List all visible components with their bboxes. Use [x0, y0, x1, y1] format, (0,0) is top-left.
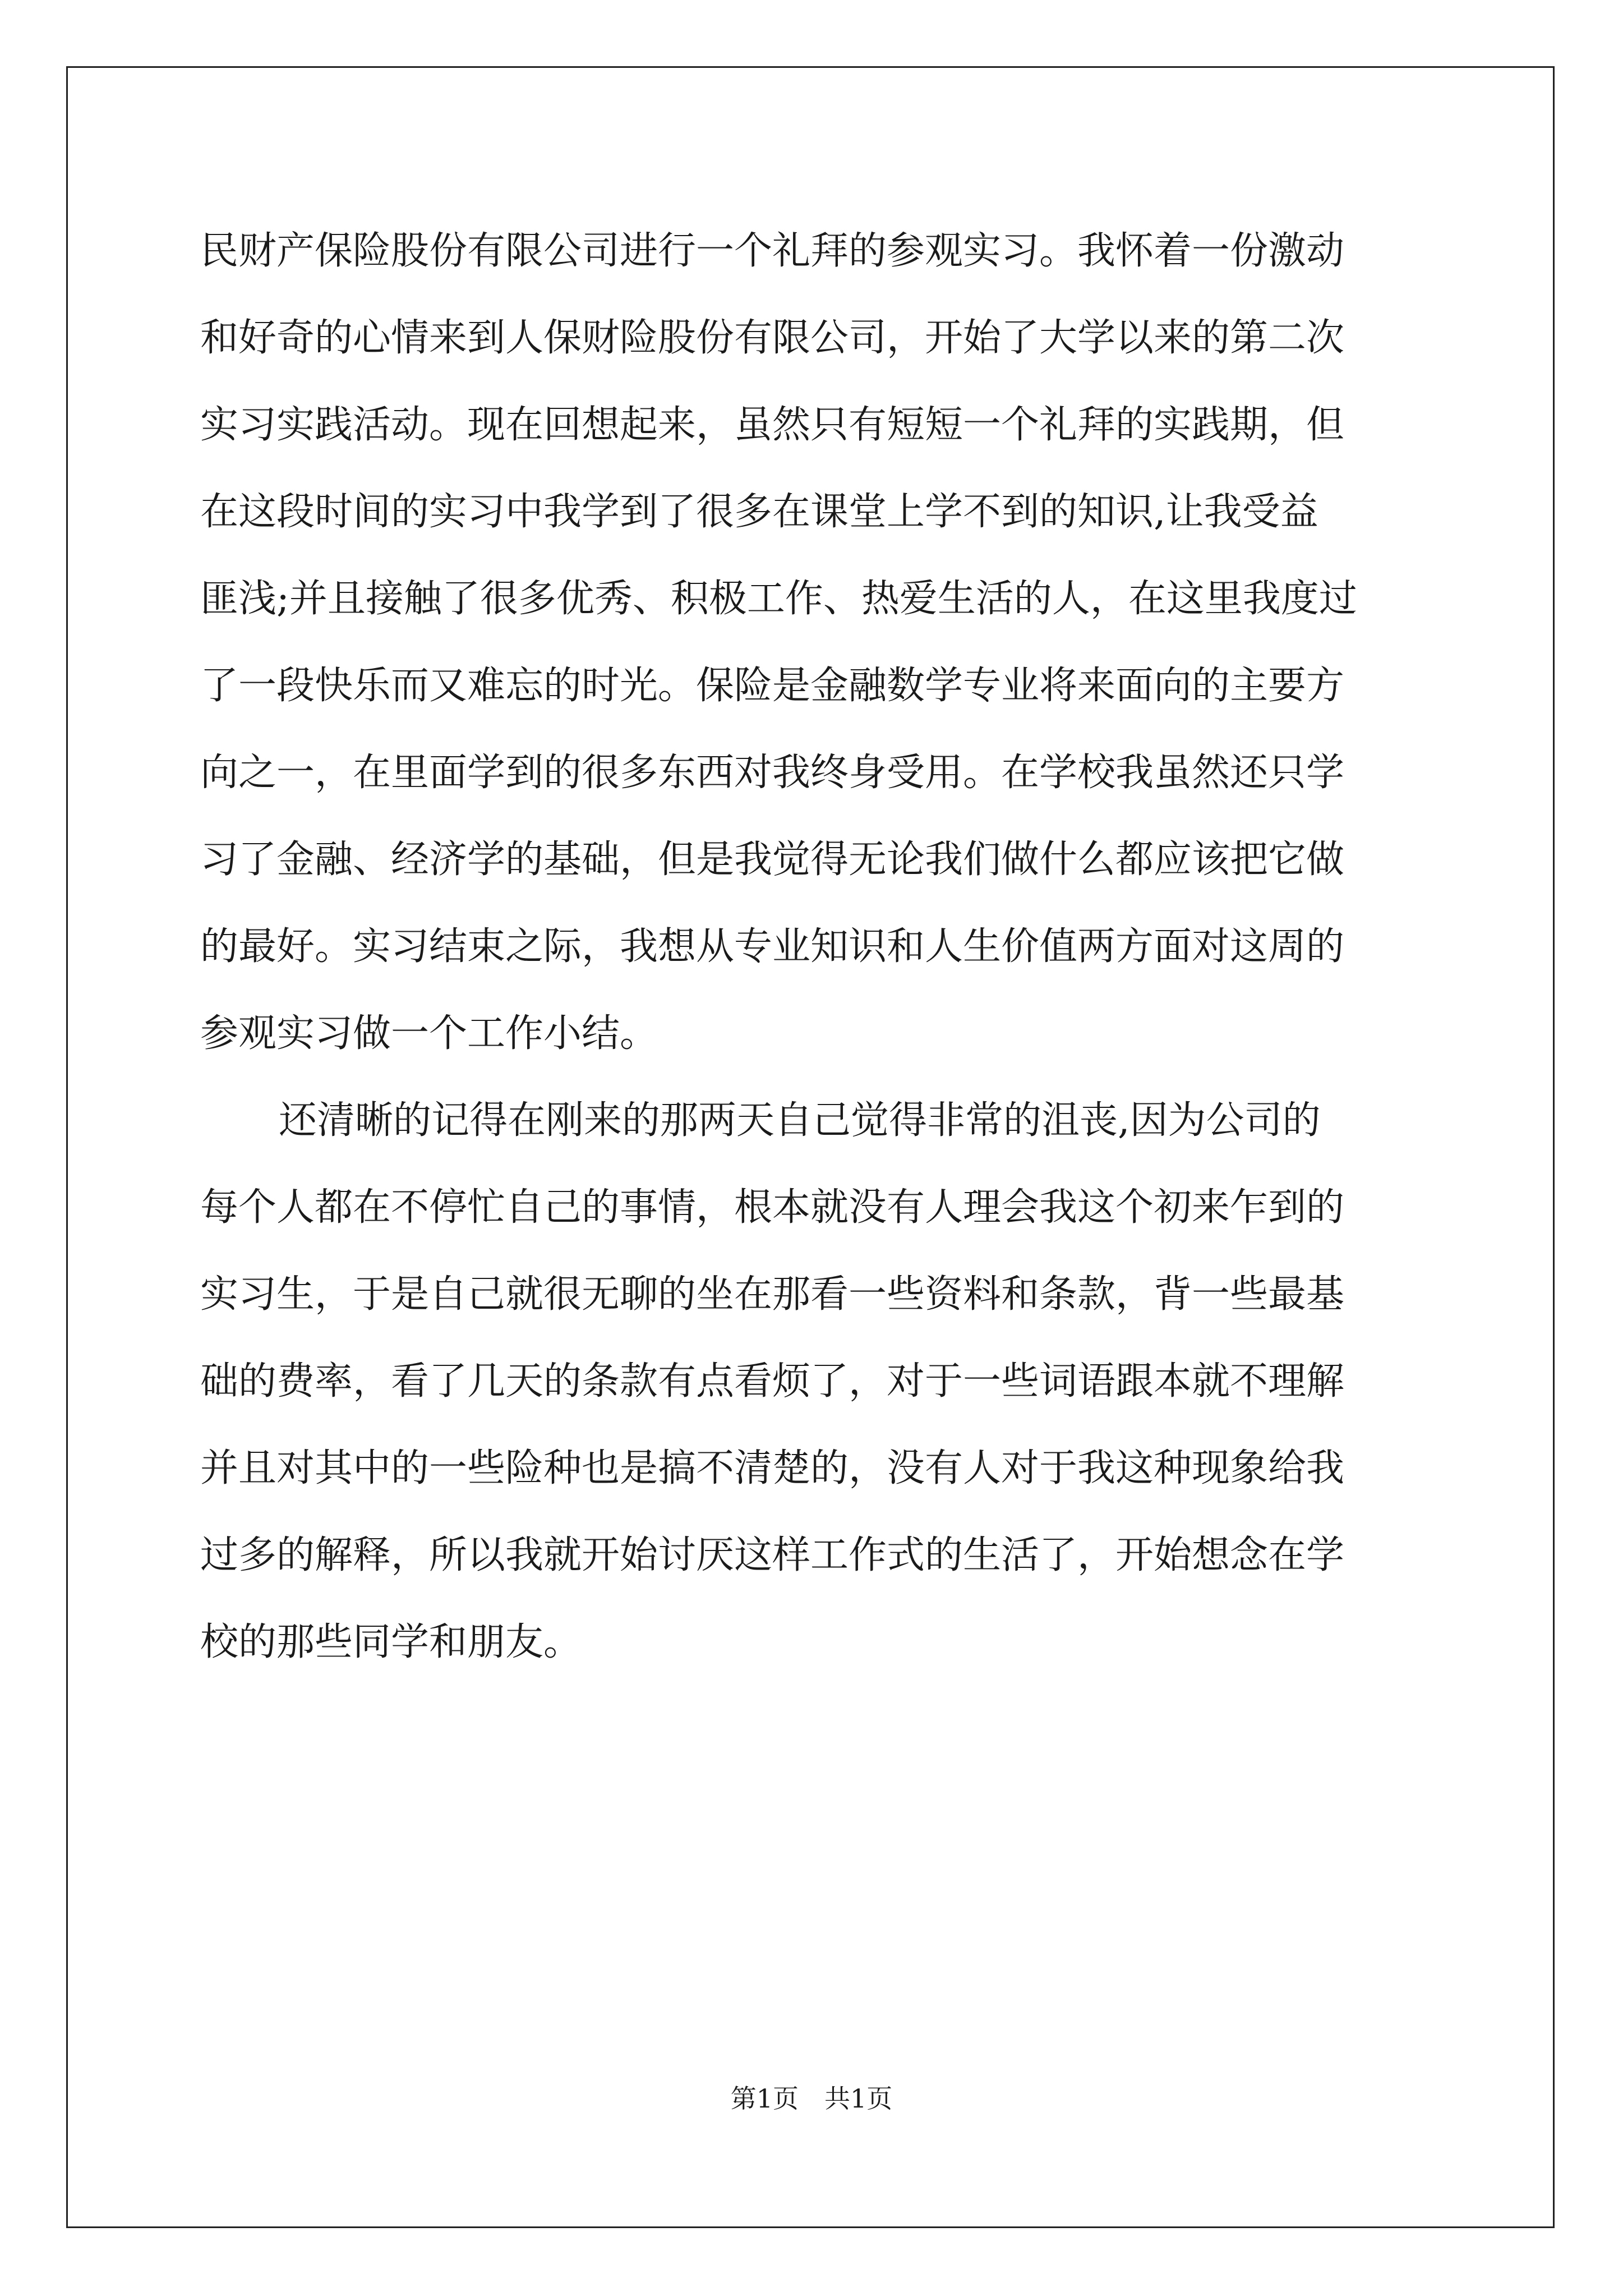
- paragraph-2-line-2: 每个人都在不停忙自己的事情，根本就没有人理会我这个初来乍到的: [200, 1185, 1345, 1230]
- paragraph-1-line-6: 了一段快乐而又难忘的时光。保险是金融数学专业将来面向的主要方: [200, 664, 1345, 708]
- paragraph-2-line-6: 过多的解释，所以我就开始讨厌这样工作式的生活了，开始想念在学: [200, 1533, 1345, 1577]
- paragraph-1-line-1: 民财产保险股份有限公司进行一个礼拜的参观实习。我怀着一份激动: [200, 229, 1345, 273]
- document-body: [200, 208, 1428, 1686]
- paragraph-1-line-9: 的最好。实习结束之际，我想从专业知识和人生价值两方面对这周的: [200, 924, 1345, 969]
- paragraph-2-line-5: 并且对其中的一些险种也是搞不清楚的，没有人对于我这种现象给我: [200, 1446, 1345, 1490]
- page-number-footer: 第1页 共1页: [730, 2083, 893, 2114]
- paragraph-2-line-4: 础的费率，看了几天的条款有点看烦了，对于一些词语跟本就不理解: [200, 1359, 1345, 1404]
- paragraph-2-line-7: 校的那些同学和朋友。: [200, 1620, 582, 1664]
- paragraph-1-line-2: 和好奇的心情来到人保财险股份有限公司，开始了大学以来的第二次: [200, 316, 1345, 360]
- paragraph-1-line-5: 匪浅;并且接触了很多优秀、积极工作、热爱生活的人，在这里我度过: [200, 577, 1357, 621]
- paragraph-2-line-1: 还清晰的记得在刚来的那两天自己觉得非常的沮丧,因为公司的: [279, 1098, 1321, 1143]
- paragraph-2-line-3: 实习生，于是自己就很无聊的坐在那看一些资料和条款，背一些最基: [200, 1272, 1345, 1317]
- paragraph-1-line-7: 向之一，在里面学到的很多东西对我终身受用。在学校我虽然还只学: [200, 751, 1345, 795]
- paragraph-1-line-4: 在这段时间的实习中我学到了很多在课堂上学不到的知识,让我受益: [200, 490, 1318, 534]
- paragraph-1-line-3: 实习实践活动。现在回想起来，虽然只有短短一个礼拜的实践期，但: [200, 403, 1345, 447]
- paragraph-1-line-10: 参观实习做一个工作小结。: [200, 1011, 658, 1056]
- paragraph-1-line-8: 习了金融、经济学的基础，但是我觉得无论我们做什么都应该把它做: [200, 838, 1345, 882]
